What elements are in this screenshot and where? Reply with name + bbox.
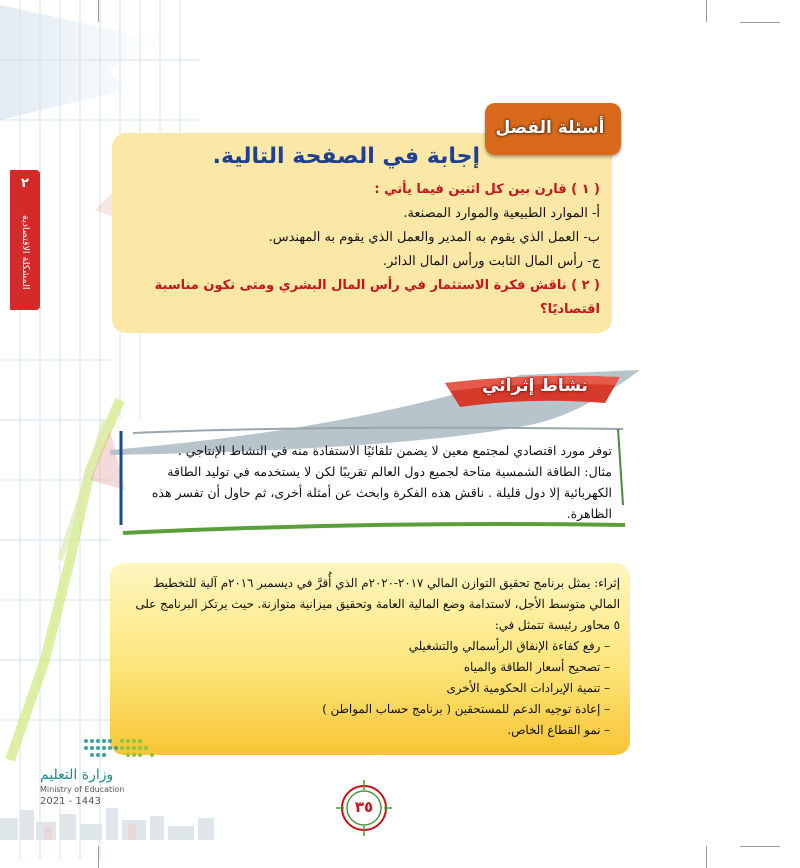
enrichment-paragraph-line: المالي متوسط الأجل، لاستدامة وضع المالية العامة وتحقيق ميزانية متوازنة. حيث يرتكز البرنامج على xyxy=(135,597,620,611)
enrichment-list-item: – تصحيح أسعار الطاقة والمياه xyxy=(463,660,610,674)
crop-mark xyxy=(98,0,99,22)
ministry-logo-icon xyxy=(80,735,158,761)
chapter-side-tab xyxy=(10,170,40,310)
question-1-a: أ- الموارد الطبيعية والموارد المصنعة. xyxy=(403,206,600,221)
question-2: ( ٢ ) ناقش فكرة الاستثمار في رأس المال البشري ومتى تكون مناسبة اقتصاديًا؟ xyxy=(154,278,600,317)
answer-note: إجابة في الصفحة التالية. xyxy=(212,144,480,169)
enrichment-paragraph-line: إثراء: يمثل برنامج تحقيق التوازن المالي ٢٠١٧-٢٠٢٠م الذي أُقرَّ في ديسمبر ٢٠١٦م آلية للتخطيط xyxy=(153,576,620,590)
activity-line: الظاهرة. xyxy=(566,506,612,521)
ministry-name-english: Ministry of Education xyxy=(40,785,125,794)
question-1-b: ب- العمل الذي يقوم به المدير والعمل الذي يقوم به المهندس. xyxy=(268,230,600,245)
question-1-c: ج- رأس المال الثابت ورأس المال الدائر. xyxy=(382,254,600,269)
activity-line: توفر مورد اقتصادي لمجتمع معين لا يضمن تلقائيًا الاستفادة منه في النشاط الإنتاجي . xyxy=(177,443,612,458)
questions-list xyxy=(120,178,600,317)
enrichment-list-item: – تنمية الإيرادات الحكومية الأخرى xyxy=(446,681,610,695)
city-skyline-decoration xyxy=(0,800,240,840)
page-number: ٣٥ xyxy=(354,798,374,816)
crop-mark xyxy=(98,846,99,868)
crop-mark xyxy=(706,0,707,22)
activity-heading: نشاط إثرائي xyxy=(482,376,588,396)
activity-line: مثال: الطاقة الشمسية متاحة لجميع دول العالم تقريبًا لكن لا يستخدمه في توليد الطاقة xyxy=(167,464,612,479)
enrichment-paragraph-line: ٥ محاور رئيسة تتمثل في: xyxy=(494,618,620,632)
question-1: ( ١ ) قارن بين كل اثنين فيما يأتي : xyxy=(374,182,600,197)
activity-text xyxy=(122,440,612,524)
crop-mark xyxy=(740,846,780,847)
crop-mark xyxy=(740,22,780,23)
activity-line: الكهربائية إلا دول قليلة . ناقش هذه الفكرة وابحث عن أمثلة أخرى، ثم حاول أن تفسر هذه xyxy=(151,485,612,500)
chapter-title: المشكلة الاقتصادية xyxy=(20,215,31,290)
enrichment-list-item: – إعادة توجيه الدعم للمستحقين ( برنامج حساب المواطن ) xyxy=(322,702,610,716)
enrichment-list-item: – نمو القطاع الخاص. xyxy=(507,723,610,737)
crop-mark xyxy=(706,846,707,868)
enrichment-list-item: – رفع كفاءة الإنفاق الرأسمالي والتشغيلي xyxy=(408,639,610,653)
ministry-name-arabic: وزارة التعليم xyxy=(40,767,114,783)
ministry-year: 2021 - 1443 xyxy=(40,796,101,807)
enrichment-text xyxy=(120,573,620,741)
chapter-questions-heading: أسئلة الفصل xyxy=(495,118,605,138)
chapter-number: ٢ xyxy=(21,176,29,191)
